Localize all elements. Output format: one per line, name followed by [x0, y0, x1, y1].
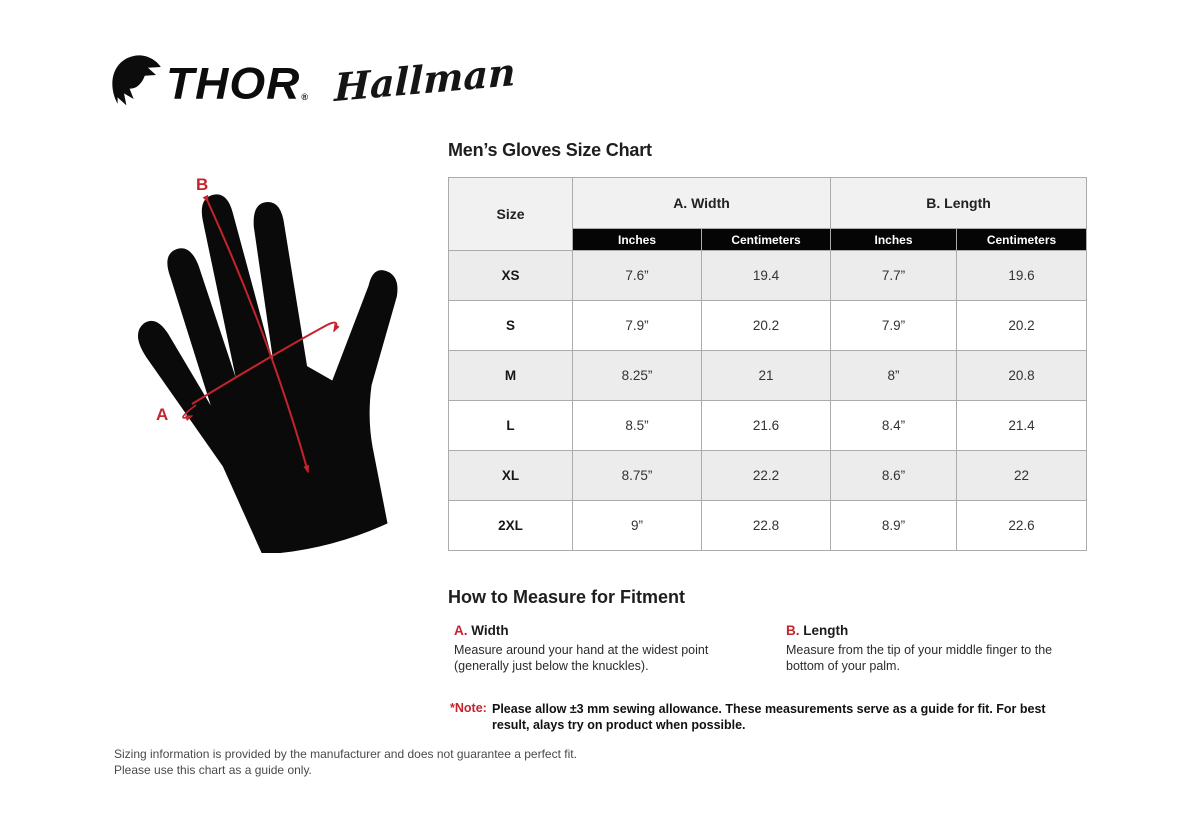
measure-item-width — [454, 623, 766, 674]
measure-width-name: Width — [471, 623, 509, 638]
measure-length-heading — [786, 623, 1086, 638]
length-cm-value: 20.2 — [957, 301, 1087, 351]
measure-width-letter: A. — [454, 623, 468, 638]
width-inches-value: 7.6” — [573, 251, 702, 301]
width-inches-value: 8.25” — [573, 351, 702, 401]
disclaimer-line-2: Please use this chart as a guide only. — [114, 762, 312, 777]
measure-section-title: How to Measure for Fitment — [448, 587, 686, 607]
length-cm-value: 19.6 — [957, 251, 1087, 301]
width-cm-value: 22.2 — [702, 451, 831, 501]
diagram-label-b: B — [196, 175, 209, 194]
brand-logos — [108, 48, 516, 110]
measure-item-length — [786, 623, 1086, 674]
table-row-s — [449, 301, 1087, 351]
width-cm-value: 19.4 — [702, 251, 831, 301]
measure-width-description: Measure around your hand at the widest point (generally just below the knuckles). — [454, 643, 709, 673]
width-inches-value: 9” — [573, 501, 702, 551]
thor-goat-icon — [108, 50, 164, 108]
width-cm-value: 21 — [702, 351, 831, 401]
length-inches-value: 7.9” — [831, 301, 957, 351]
size-chart-title: Men’s Gloves Size Chart — [448, 140, 652, 160]
table-row-l — [449, 401, 1087, 451]
size-label: L — [449, 401, 573, 451]
length-cm-value: 21.4 — [957, 401, 1087, 451]
size-label: 2XL — [449, 501, 573, 551]
footer-disclaimer — [114, 747, 577, 778]
thor-registered-mark: ® — [301, 92, 308, 102]
subheader-width-centimeters: Centimeters — [702, 229, 831, 251]
table-row-2xl — [449, 501, 1087, 551]
length-cm-value: 22 — [957, 451, 1087, 501]
diagram-label-a: A — [156, 405, 169, 424]
note-text: Please allow ±3 mm sewing allowance. These measurements serve as a guide for fit. For best result, alays try on product when possible. — [492, 702, 1046, 732]
table-row-xl — [449, 451, 1087, 501]
size-label: XS — [449, 251, 573, 301]
sizing-note — [450, 701, 1090, 733]
width-cm-value: 22.8 — [702, 501, 831, 551]
length-inches-value: 8.9” — [831, 501, 957, 551]
width-cm-value: 20.2 — [702, 301, 831, 351]
hallman-wordmark: Hallman — [333, 48, 516, 110]
size-chart-table — [448, 177, 1087, 551]
length-inches-value: 8” — [831, 351, 957, 401]
width-inches-value: 8.5” — [573, 401, 702, 451]
subheader-width-inches: Inches — [573, 229, 702, 251]
length-inches-value: 8.6” — [831, 451, 957, 501]
subheader-length-inches: Inches — [831, 229, 957, 251]
measure-length-name: Length — [803, 623, 849, 638]
width-inches-value: 7.9” — [573, 301, 702, 351]
table-row-m — [449, 351, 1087, 401]
width-cm-value: 21.6 — [702, 401, 831, 451]
measure-length-description: Measure from the tip of your middle finger to the bottom of your palm. — [786, 643, 1053, 673]
thor-logo — [108, 50, 308, 108]
hand-measurement-diagram — [122, 158, 442, 553]
group-header-width: A. Width — [573, 178, 831, 229]
measure-width-heading — [454, 623, 766, 638]
length-inches-value: 8.4” — [831, 401, 957, 451]
size-label: M — [449, 351, 573, 401]
length-cm-value: 20.8 — [957, 351, 1087, 401]
group-header-length: B. Length — [831, 178, 1087, 229]
measure-length-letter: B. — [786, 623, 800, 638]
note-label: *Note: — [450, 701, 487, 715]
table-row-xs — [449, 251, 1087, 301]
size-label: S — [449, 301, 573, 351]
size-label: XL — [449, 451, 573, 501]
column-header-size: Size — [449, 178, 573, 251]
width-inches-value: 8.75” — [573, 451, 702, 501]
hand-silhouette — [122, 158, 442, 553]
length-cm-value: 22.6 — [957, 501, 1087, 551]
thor-wordmark: THOR — [166, 58, 301, 108]
disclaimer-line-1: Sizing information is provided by the manufacturer and does not guarantee a perfect fit. — [114, 747, 577, 761]
subheader-length-centimeters: Centimeters — [957, 229, 1087, 251]
length-inches-value: 7.7” — [831, 251, 957, 301]
